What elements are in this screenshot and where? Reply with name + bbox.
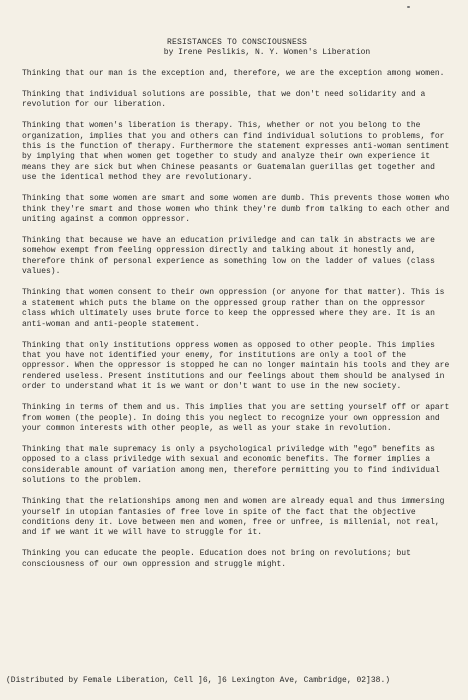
document-byline: by Irene Peslikis, N. Y. Women's Liberation (163, 48, 371, 58)
paragraph: Thinking you can educate the people. Education does not bring on revolutions; but consciousness of our own oppression and struggle might. (22, 549, 411, 569)
paragraph: Thinking that male supremacy is only a psychological priviledge with "ego" benefits as opposed to a class priviledge with sexual and economic benefits. The former implies a considerable amount of variation among men, therefore permitting you to find individual solutions to the problem. (22, 444, 440, 486)
paragraph: Thinking that our man is the exception and, therefore, we are the exception among women. (22, 68, 445, 78)
paragraph: Thinking that because we have an education priviledge and can talk in abstracts we are somehow exempt from feeling oppression directly and talking about it honestly and, therefore think of personal experience as something low on the ladder of values (class values). (22, 236, 435, 277)
paragraph: Thinking that some women are smart and some women are dumb. This prevents those women who think they're smart and those women who think they're dumb from talking to each other and uniting against a common oppressor. (22, 194, 450, 225)
paragraph: Thinking that only institutions oppress women as opposed to other people. This implies that you have not identified your enemy, for institutions are only a tool of the oppressor. When the oppressor is stopped he can no longer maintain his tools and they are rendered useless. Present institutions and our feelings about them should be analysed in order to understand what it is we want or don't want to use in the new society. (22, 340, 450, 392)
paper-speck (407, 6, 410, 8)
paragraph: Thinking that individual solutions are possible, that we don't need solidarity and a revolution for our liberation. (22, 89, 426, 110)
paragraph: Thinking that women consent to their own oppression (or anyone for that matter). This is a statement which puts the blame on the oppressed group rather than on the oppressor class which ultimately uses brute force to keep the oppressed where they are. It is an anti-woman and anti-people statement. (22, 288, 445, 329)
paragraph: Thinking that the relationships among men and women are already equal and thus immersing yourself in utopian fantasies of free love in spite of the fact that the objective conditions deny it. Love between men and women, free or unfree, is millenial, not real, and if we want it we will have to struggle for it. (22, 497, 445, 538)
paragraph: Thinking in terms of them and us. This implies that you are setting yourself off or apart from women (the people). In doing this you neglect to recognize your own oppression and your common interests with other people, as well as your stake in revolution. (22, 403, 450, 433)
document-title: RESISTANCES TO CONSCIOUSNESS (166, 38, 308, 47)
distribution-footer: (Distributed by Female Liberation, Cell ]6, ]6 Lexington Ave, Cambridge, 02]38.) (6, 675, 391, 685)
paragraph: Thinking that women's liberation is therapy. This, whether or not you belong to the organization, implies that you and others can find individual solutions to problems, for this is the function of therapy. Furthermore the statement expresses anti-woman sentiment by implying that when women get together to study and analyze their own experience it means they are sick but when Chinese peasants or Guatemalan guerillas get together and use the identical method they are revolutionary. (22, 121, 450, 183)
